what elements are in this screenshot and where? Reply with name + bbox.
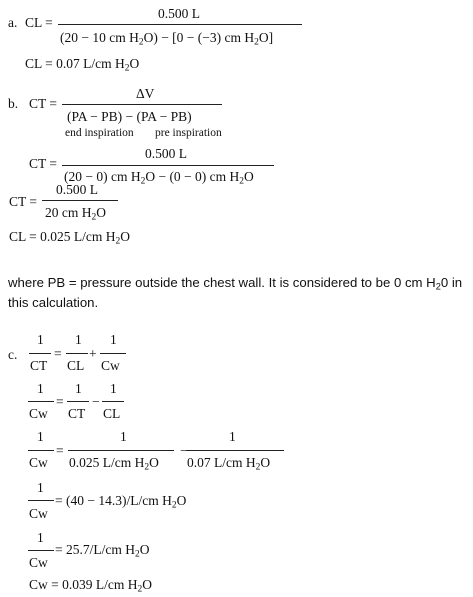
c1-plus: + xyxy=(89,346,97,361)
c5-result: = 25.7/L/cm $H_2O$ xyxy=(55,542,150,560)
ct-lhs-b3: CT = xyxy=(9,194,37,209)
note-line-1: where PB = pressure outside the chest wall. It is considered to be 0 cm $H_20$ in xyxy=(8,275,463,292)
c3-den-c: 0.07 L/cm $H_2O$ xyxy=(187,455,271,473)
c4-cw: Cw xyxy=(29,506,48,521)
c2-minus: − xyxy=(92,394,100,409)
c1-one-c: 1 xyxy=(110,332,117,347)
c2-cw: Cw xyxy=(29,406,48,421)
result-a: CL = 0.07 L/cm $H_2O$ xyxy=(25,56,140,74)
c2-one-a: 1 xyxy=(37,381,44,396)
end-inspiration-label: end inspiration xyxy=(65,127,134,139)
c2-bar-b xyxy=(67,401,89,402)
c2-bar-c xyxy=(102,401,124,402)
fraction-den-a: (20 − 10 cm $H_2O) - [0 - (-3)$ cm $H_2O$] xyxy=(60,30,274,48)
c6-result: Cw = 0.039 L/cm $H_2O$ xyxy=(29,577,152,595)
c3-bar-c xyxy=(186,450,284,451)
pressure-difference: (PA − PB) − (PA − PB) xyxy=(67,109,192,124)
c1-one-b: 1 xyxy=(75,332,82,347)
c3-cw: Cw xyxy=(29,455,48,470)
c5-bar xyxy=(28,550,54,551)
c1-bar-b xyxy=(66,353,88,354)
c1-cw: Cw xyxy=(101,358,120,373)
c3-bar-a xyxy=(28,450,54,451)
delta-v: ΔV xyxy=(136,86,155,101)
c3-one-a: 1 xyxy=(37,429,44,444)
c1-ct: CT xyxy=(30,358,48,373)
note-line-2: this calculation. xyxy=(8,295,99,310)
c1-bar-c xyxy=(100,353,126,354)
fraction-num-a: 0.500 L xyxy=(158,6,200,21)
fraction-bar-b3 xyxy=(42,200,118,201)
c1-cl: CL xyxy=(67,358,85,373)
ct-lhs-b2: CT = xyxy=(29,156,57,171)
c2-one-b: 1 xyxy=(75,381,82,396)
c1-bar-a xyxy=(29,353,51,354)
fraction-bar-b1 xyxy=(62,104,222,105)
c4-one: 1 xyxy=(37,480,44,495)
fraction-num-b2: 0.500 L xyxy=(145,146,187,161)
c5-one: 1 xyxy=(37,530,44,545)
c3-one-b: 1 xyxy=(120,429,127,444)
fraction-num-b3: 0.500 L xyxy=(56,182,98,197)
fraction-den-b3: 20 cm $H_2O$ xyxy=(45,205,106,223)
c3-bar-b xyxy=(68,450,174,451)
result-b: CL = 0.025 L/cm $H_2O$ xyxy=(9,229,130,247)
c3-den-b: 0.025 L/cm $H_2O$ xyxy=(69,455,159,473)
c1-eq: = xyxy=(54,346,62,361)
ct-lhs-b1: CT = xyxy=(29,96,57,111)
c3-eq: = xyxy=(56,443,64,458)
label-b: b. xyxy=(8,96,19,111)
c2-bar-a xyxy=(28,401,54,402)
c3-one-c: 1 xyxy=(229,429,236,444)
c2-eq: = xyxy=(56,394,64,409)
c2-ct: CT xyxy=(68,406,86,421)
c5-cw: Cw xyxy=(29,555,48,570)
c2-one-c: 1 xyxy=(110,381,117,396)
label-a: a. xyxy=(8,15,18,30)
fraction-bar-a xyxy=(58,24,302,25)
cl-lhs-a: CL = xyxy=(25,15,53,30)
fraction-den-b2: (20 − 0) cm $H_2O - (0 - 0)$ cm $H_2O$ xyxy=(64,169,254,187)
c1-one-a: 1 xyxy=(37,332,44,347)
label-c: c. xyxy=(8,347,18,362)
c4-bar xyxy=(28,500,54,501)
c4-result: = (40 − 14.3)/L/cm $H_2O$ xyxy=(55,493,187,511)
c3-minus: − xyxy=(180,443,188,458)
c2-cl: CL xyxy=(103,406,121,421)
fraction-bar-b2 xyxy=(62,165,274,166)
pre-inspiration-label: pre inspiration xyxy=(155,127,222,139)
